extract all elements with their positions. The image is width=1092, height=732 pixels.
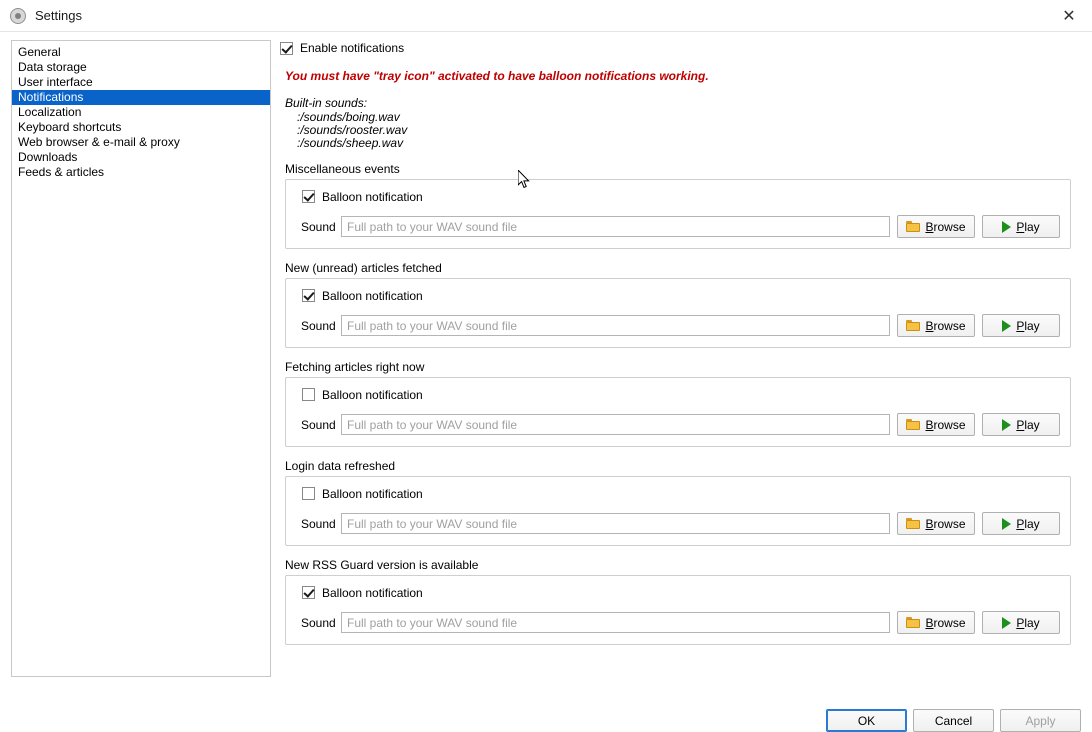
play-icon <box>1002 320 1011 332</box>
builtin-sound-item: :/sounds/rooster.wav <box>297 123 408 137</box>
browse-button-label: Browse <box>925 516 966 531</box>
group-title: Fetching articles right now <box>285 360 425 374</box>
window-title: Settings <box>35 8 82 23</box>
folder-icon <box>906 518 920 529</box>
balloon-notification-row[interactable] <box>302 387 1060 402</box>
balloon-notification-checkbox[interactable] <box>302 289 315 302</box>
browse-button-label: Browse <box>925 615 966 630</box>
play-button[interactable] <box>982 314 1060 337</box>
group-box <box>285 575 1071 645</box>
builtin-sound-item: :/sounds/boing.wav <box>297 110 400 124</box>
balloon-notification-checkbox[interactable] <box>302 388 315 401</box>
sidebar-item-downloads[interactable]: Downloads <box>18 150 78 164</box>
browse-button[interactable] <box>897 413 975 436</box>
balloon-notification-row[interactable] <box>302 486 1060 501</box>
play-button-label: Play <box>1016 318 1040 333</box>
play-button-label: Play <box>1016 417 1040 432</box>
sound-path-input[interactable] <box>341 315 890 336</box>
balloon-notification-row[interactable] <box>302 288 1060 303</box>
enable-notifications-checkbox[interactable] <box>280 42 293 55</box>
sound-label: Sound <box>301 318 336 333</box>
group-box <box>285 377 1071 447</box>
browse-button-label: Browse <box>925 417 966 432</box>
sound-row <box>296 215 1060 238</box>
balloon-notification-label: Balloon notification <box>322 189 423 204</box>
notification-group <box>279 459 1079 546</box>
play-icon <box>1002 221 1011 233</box>
browse-button-label: Browse <box>925 219 966 234</box>
ok-button[interactable]: OK <box>826 709 907 732</box>
sound-row <box>296 314 1060 337</box>
browse-button[interactable] <box>897 611 975 634</box>
sound-path-input[interactable] <box>341 216 890 237</box>
cancel-button[interactable]: Cancel <box>913 709 994 732</box>
sidebar-item-data-storage[interactable]: Data storage <box>18 60 87 74</box>
dialog-content <box>0 31 1092 728</box>
play-icon <box>1002 518 1011 530</box>
play-icon <box>1002 617 1011 629</box>
play-button[interactable] <box>982 512 1060 535</box>
balloon-notification-row[interactable] <box>302 189 1060 204</box>
notification-group <box>279 261 1079 348</box>
balloon-notification-row[interactable] <box>302 585 1060 600</box>
balloon-notification-label: Balloon notification <box>322 288 423 303</box>
balloon-notification-checkbox[interactable] <box>302 487 315 500</box>
sound-row <box>296 413 1060 436</box>
browse-button-label: Browse <box>925 318 966 333</box>
tray-icon-warning: You must have "tray icon" activated to have balloon notifications working. <box>285 69 709 83</box>
apply-button[interactable]: Apply <box>1000 709 1081 732</box>
sidebar-item-web-browser-e-mail-proxy[interactable]: Web browser & e-mail & proxy <box>18 135 180 149</box>
folder-icon <box>906 320 920 331</box>
folder-icon <box>906 221 920 232</box>
play-button[interactable] <box>982 413 1060 436</box>
sound-label: Sound <box>301 615 336 630</box>
browse-button[interactable] <box>897 314 975 337</box>
notification-groups <box>279 162 1079 645</box>
sound-label: Sound <box>301 219 336 234</box>
sound-path-input[interactable] <box>341 414 890 435</box>
balloon-notification-checkbox[interactable] <box>302 190 315 203</box>
browse-button[interactable] <box>897 512 975 535</box>
enable-notifications-label: Enable notifications <box>300 41 405 55</box>
balloon-notification-label: Balloon notification <box>322 585 423 600</box>
dialog-button-bar <box>0 677 1092 728</box>
sidebar-item-notifications[interactable]: Notifications <box>12 90 270 105</box>
group-title: New (unread) articles fetched <box>285 261 442 275</box>
notifications-panel <box>279 40 1079 677</box>
play-button-label: Play <box>1016 516 1040 531</box>
builtin-sound-item: :/sounds/sheep.wav <box>297 136 404 150</box>
play-button[interactable] <box>982 611 1060 634</box>
group-box <box>285 179 1071 249</box>
play-button[interactable] <box>982 215 1060 238</box>
notification-group <box>279 558 1079 645</box>
sound-path-input[interactable] <box>341 612 890 633</box>
group-box <box>285 476 1071 546</box>
sound-path-input[interactable] <box>341 513 890 534</box>
folder-icon <box>906 419 920 430</box>
notification-group <box>279 360 1079 447</box>
sound-row <box>296 611 1060 634</box>
sidebar-item-keyboard-shortcuts[interactable]: Keyboard shortcuts <box>18 120 122 134</box>
browse-button[interactable] <box>897 215 975 238</box>
sidebar-item-feeds-articles[interactable]: Feeds & articles <box>18 165 105 179</box>
sound-label: Sound <box>301 516 336 531</box>
group-title: Miscellaneous events <box>285 162 400 176</box>
sound-label: Sound <box>301 417 336 432</box>
group-title: Login data refreshed <box>285 459 396 473</box>
builtin-sounds-heading: Built-in sounds: <box>285 96 368 110</box>
sidebar-item-general[interactable]: General <box>18 45 61 59</box>
balloon-notification-checkbox[interactable] <box>302 586 315 599</box>
app-icon <box>10 8 26 24</box>
close-icon[interactable]: ✕ <box>1062 7 1076 25</box>
play-icon <box>1002 419 1011 431</box>
balloon-notification-label: Balloon notification <box>322 387 423 402</box>
sidebar-item-localization[interactable]: Localization <box>18 105 82 119</box>
enable-notifications-row[interactable] <box>280 40 1079 56</box>
group-title: New RSS Guard version is available <box>285 558 479 572</box>
balloon-notification-label: Balloon notification <box>322 486 423 501</box>
settings-section-list[interactable] <box>11 40 271 677</box>
window-titlebar <box>0 0 1092 32</box>
sound-row <box>296 512 1060 535</box>
play-button-label: Play <box>1016 219 1040 234</box>
group-box <box>285 278 1071 348</box>
sidebar-item-user-interface[interactable]: User interface <box>18 75 93 89</box>
notification-group <box>279 162 1079 249</box>
folder-icon <box>906 617 920 628</box>
play-button-label: Play <box>1016 615 1040 630</box>
builtin-sounds-info <box>285 97 1079 150</box>
